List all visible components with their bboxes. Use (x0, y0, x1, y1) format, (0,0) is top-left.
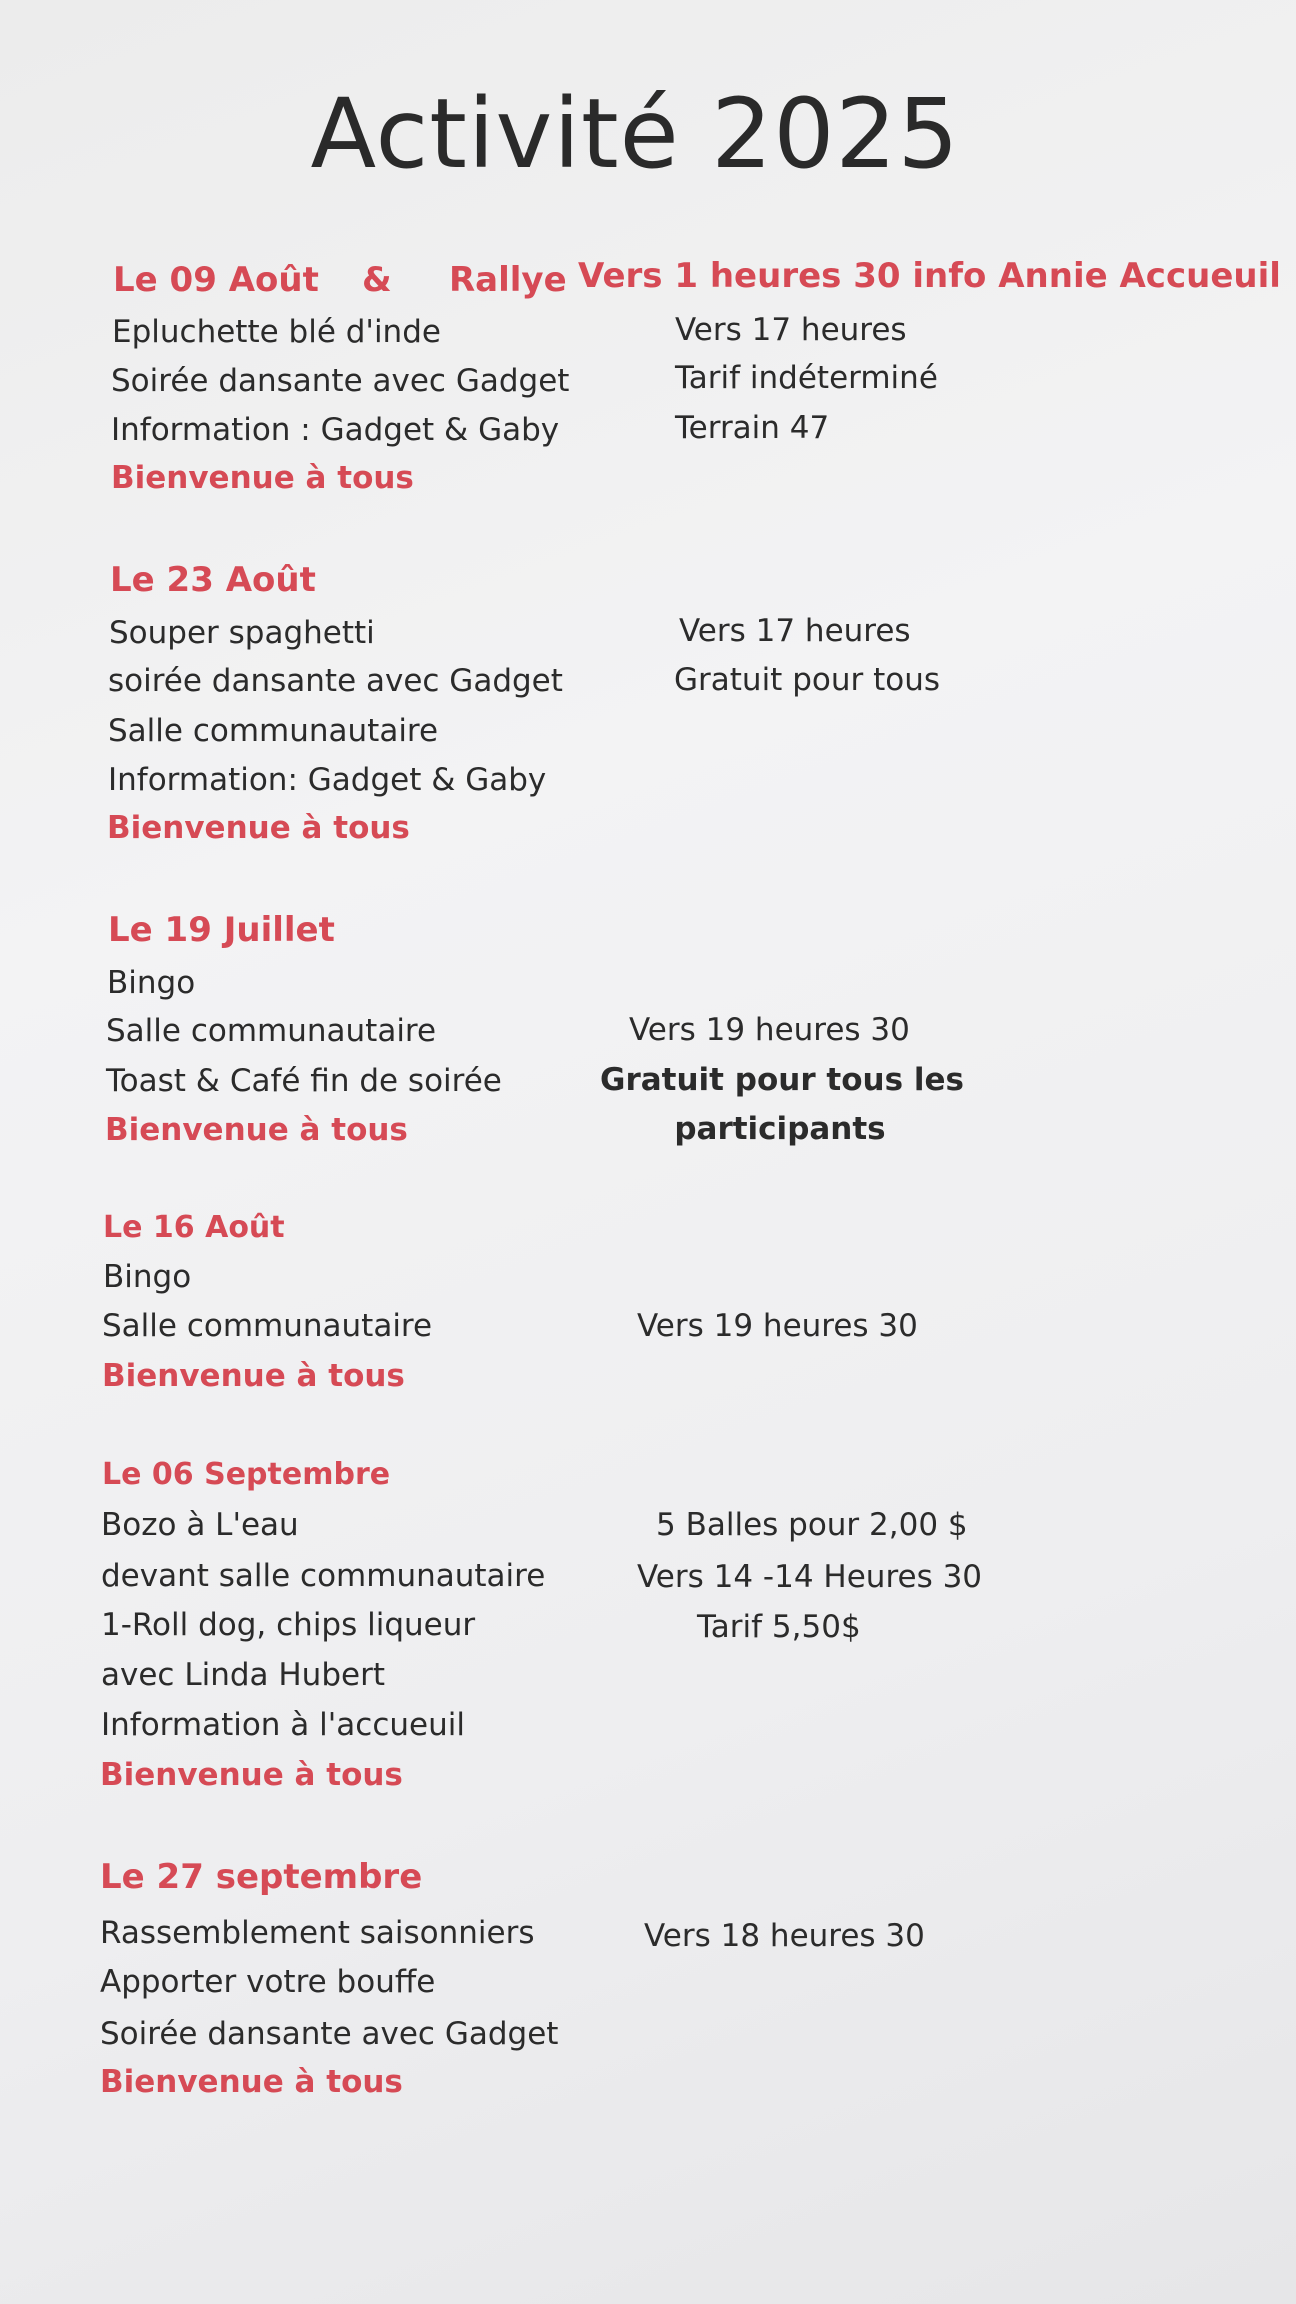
event-ampersand: & (362, 260, 392, 300)
event-welcome: Bienvenue à tous (102, 1358, 405, 1394)
event-detail: Vers 17 heures (675, 312, 907, 348)
event-date: Le 27 septembre (100, 1857, 423, 1897)
event-line: Information : Gadget & Gaby (111, 412, 560, 448)
event-line: Epluchette blé d'inde (112, 314, 441, 350)
event-detail: Vers 14 -14 Heures 30 (637, 1559, 983, 1595)
event-welcome: Bienvenue à tous (100, 1757, 403, 1793)
event-line: soirée dansante avec Gadget (108, 663, 563, 699)
event-line: Bingo (107, 965, 196, 1001)
event-detail-highlight: participants (674, 1111, 886, 1147)
event-detail: Vers 18 heures 30 (644, 1918, 925, 1954)
event-line: Salle communautaire (102, 1308, 433, 1344)
event-date: Le 19 Juillet (108, 910, 335, 950)
event-detail: Tarif 5,50$ (697, 1609, 861, 1645)
event-line: Apporter votre bouffe (100, 1964, 436, 2000)
event-welcome: Bienvenue à tous (105, 1112, 408, 1148)
event-date: Le 16 Août (103, 1210, 285, 1245)
event-date: Le 09 Août (113, 260, 319, 300)
event-detail-highlight: Gratuit pour tous les (600, 1062, 964, 1098)
event-header-note: Vers 1 heures 30 info Annie Accueuil (578, 256, 1281, 296)
event-date: Le 23 Août (110, 560, 316, 600)
event-line: devant salle communautaire (101, 1558, 546, 1594)
event-welcome: Bienvenue à tous (111, 460, 414, 496)
event-detail: Tarif indéterminé (675, 360, 938, 396)
event-line: Toast & Café fin de soirée (106, 1063, 502, 1099)
event-welcome: Bienvenue à tous (107, 810, 410, 846)
event-date: Le 06 Septembre (102, 1457, 391, 1492)
event-line: avec Linda Hubert (101, 1657, 385, 1693)
event-detail: Gratuit pour tous (674, 662, 940, 698)
event-line: Information: Gadget & Gaby (108, 762, 547, 798)
event-line: Souper spaghetti (109, 615, 375, 651)
page-title: Activité 2025 (310, 78, 960, 190)
event-line: 1-Roll dog, chips liqueur (101, 1607, 476, 1643)
event-detail: 5 Balles pour 2,00 $ (656, 1507, 968, 1543)
event-line: Soirée dansante avec Gadget (100, 2016, 559, 2052)
event-detail: Vers 17 heures (679, 613, 911, 649)
event-rallye: Rallye (449, 260, 567, 300)
event-line: Soirée dansante avec Gadget (111, 363, 570, 399)
event-welcome: Bienvenue à tous (100, 2064, 403, 2100)
event-line: Bingo (103, 1259, 192, 1295)
event-line: Bozo à L'eau (101, 1507, 299, 1543)
event-detail: Terrain 47 (675, 410, 830, 446)
event-line: Information à l'accueuil (101, 1707, 465, 1743)
event-line: Rassemblement saisonniers (100, 1915, 535, 1951)
event-detail: Vers 19 heures 30 (637, 1308, 918, 1344)
event-detail: Vers 19 heures 30 (629, 1012, 910, 1048)
event-line: Salle communautaire (108, 713, 439, 749)
event-line: Salle communautaire (106, 1013, 437, 1049)
